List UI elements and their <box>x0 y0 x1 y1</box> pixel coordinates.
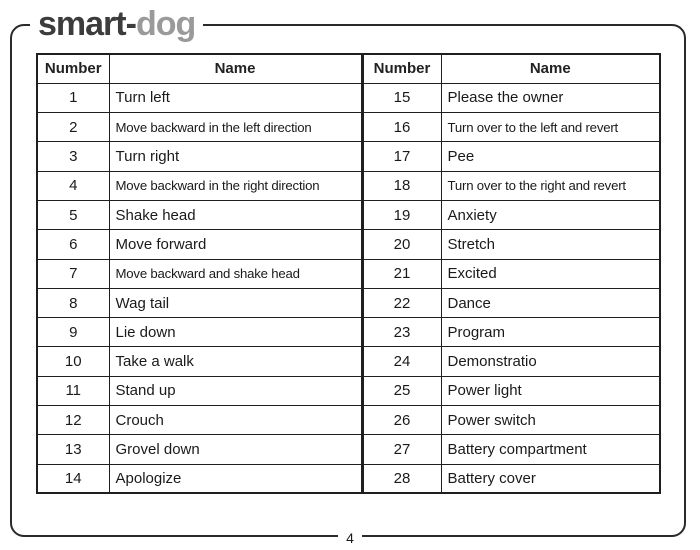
table-row <box>37 113 660 142</box>
command-number: 26 <box>362 406 441 435</box>
command-number: 22 <box>362 288 441 317</box>
command-number: 20 <box>362 230 441 259</box>
command-number: 2 <box>37 113 109 142</box>
command-number: 21 <box>362 259 441 288</box>
command-name: Grovel down <box>109 435 362 464</box>
command-number: 27 <box>362 435 441 464</box>
table-row <box>37 83 660 112</box>
command-name: Demonstratio <box>441 347 660 376</box>
command-name: Excited <box>441 259 660 288</box>
command-number: 12 <box>37 406 109 435</box>
command-name: Turn right <box>109 142 362 171</box>
command-name: Move backward and shake head <box>109 259 362 288</box>
command-number: 14 <box>37 464 109 493</box>
table-row <box>37 171 660 200</box>
command-name: Battery cover <box>441 464 660 493</box>
table-row <box>37 464 660 493</box>
table-header-row <box>37 54 660 83</box>
command-name: Move backward in the right direction <box>109 171 362 200</box>
command-name: Turn over to the right and revert <box>441 171 660 200</box>
table-row <box>37 318 660 347</box>
command-name: Anxiety <box>441 200 660 229</box>
command-name: Move backward in the left direction <box>109 113 362 142</box>
command-number: 15 <box>362 83 441 112</box>
brand-logo <box>30 4 203 44</box>
command-number: 4 <box>37 171 109 200</box>
command-name: Program <box>441 318 660 347</box>
command-number: 8 <box>37 288 109 317</box>
brand-logo-part1: smart- <box>38 5 136 43</box>
command-name: Stand up <box>109 376 362 405</box>
command-number: 11 <box>37 376 109 405</box>
command-name: Shake head <box>109 200 362 229</box>
command-number: 18 <box>362 171 441 200</box>
header-number-left: Number <box>37 54 109 83</box>
command-name: Dance <box>441 288 660 317</box>
command-number: 13 <box>37 435 109 464</box>
command-number: 10 <box>37 347 109 376</box>
command-name: Pee <box>441 142 660 171</box>
command-number: 3 <box>37 142 109 171</box>
command-number: 25 <box>362 376 441 405</box>
command-number: 24 <box>362 347 441 376</box>
command-number: 6 <box>37 230 109 259</box>
command-number: 19 <box>362 200 441 229</box>
command-number: 7 <box>37 259 109 288</box>
table-row <box>37 200 660 229</box>
header-name-right: Name <box>441 54 660 83</box>
table-row <box>37 406 660 435</box>
table-row <box>37 288 660 317</box>
command-number: 5 <box>37 200 109 229</box>
command-number: 23 <box>362 318 441 347</box>
command-name: Lie down <box>109 318 362 347</box>
command-name: Please the owner <box>441 83 660 112</box>
command-name: Power light <box>441 376 660 405</box>
table-row <box>37 347 660 376</box>
command-name: Turn over to the left and revert <box>441 113 660 142</box>
table-row <box>37 230 660 259</box>
command-number: 9 <box>37 318 109 347</box>
command-number: 16 <box>362 113 441 142</box>
table-row <box>37 376 660 405</box>
table-row <box>37 259 660 288</box>
command-number: 17 <box>362 142 441 171</box>
command-name: Apologize <box>109 464 362 493</box>
command-name: Turn left <box>109 83 362 112</box>
table-row <box>37 142 660 171</box>
header-number-right: Number <box>362 54 441 83</box>
page-number: 4 <box>338 528 362 548</box>
command-number: 1 <box>37 83 109 112</box>
brand-logo-part2: dog <box>135 5 196 43</box>
command-name: Take a walk <box>109 347 362 376</box>
command-name: Stretch <box>441 230 660 259</box>
command-name: Crouch <box>109 406 362 435</box>
command-number: 28 <box>362 464 441 493</box>
command-table <box>36 53 661 494</box>
command-name: Wag tail <box>109 288 362 317</box>
table-row <box>37 435 660 464</box>
command-name: Battery compartment <box>441 435 660 464</box>
command-name: Move forward <box>109 230 362 259</box>
command-name: Power switch <box>441 406 660 435</box>
header-name-left: Name <box>109 54 362 83</box>
